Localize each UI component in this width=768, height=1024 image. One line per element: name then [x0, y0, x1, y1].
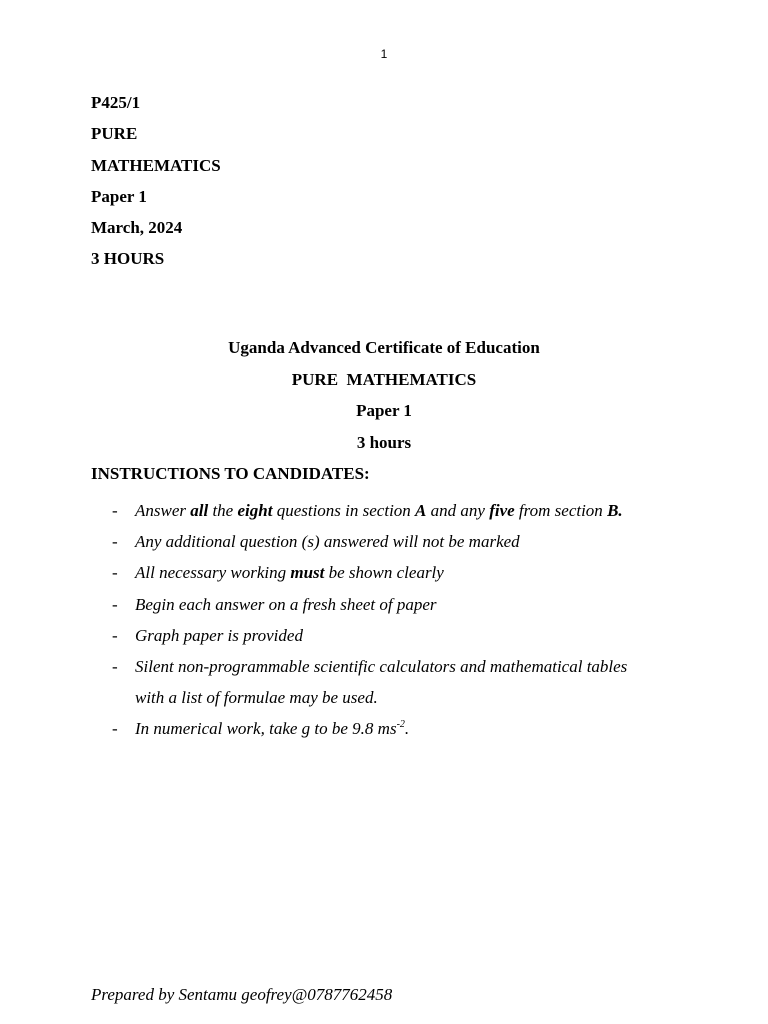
bullet-dash: - [112, 563, 118, 583]
instruction-text: from section [514, 501, 608, 520]
instruction-text: Begin each answer on a fresh sheet of paper [135, 594, 437, 614]
instructions-list [112, 500, 627, 750]
exam-paper: Paper 1 [356, 401, 412, 421]
instruction-item [112, 625, 627, 656]
instruction-item [112, 718, 627, 749]
exam-name: Uganda Advanced Certificate of Education [228, 338, 540, 357]
paper-number: Paper 1 [91, 186, 147, 206]
bullet-dash: - [112, 625, 118, 645]
bullet-dash: - [112, 719, 118, 739]
instruction-text: be shown clearly [324, 563, 444, 583]
instruction-text: . [404, 719, 410, 739]
footer-credit: Prepared by Sentamu geofrey@0787762458 [91, 985, 393, 1004]
paper-code: P425/1 [91, 93, 141, 112]
exam-duration: 3 HOURS [91, 249, 165, 269]
instruction-text: Graph paper is provided [135, 625, 303, 645]
instruction-item [112, 562, 627, 593]
instruction-text: and any [426, 501, 490, 520]
instruction-item [112, 656, 627, 687]
exam-hours: 3 hours [356, 432, 412, 452]
subject-line-2: MATHEMATICS [91, 155, 221, 175]
instruction-text: All necessary working [135, 563, 291, 583]
emphasis-text: must [290, 563, 325, 583]
bullet-dash: - [112, 656, 118, 676]
emphasis-text: B. [607, 501, 623, 520]
emphasis-text: all [190, 501, 209, 520]
exam-subject: PURE MATHEMATICS [291, 369, 477, 389]
instruction-text: Silent non-programmable scientific calculators and mathematical tables [135, 656, 628, 676]
instruction-text: questions in section [272, 501, 416, 520]
exponent: -2 [396, 719, 405, 731]
instruction-text: the [208, 501, 238, 520]
paper-header [91, 92, 221, 280]
page-number: 1 [380, 47, 388, 61]
instruction-item [112, 500, 627, 531]
bullet-dash: - [112, 594, 118, 614]
instruction-continuation [112, 687, 627, 718]
subject-line-1: PURE [91, 124, 138, 144]
instruction-text: Any additional question (s) answered will not be marked [135, 532, 520, 552]
exam-date: March, 2024 [91, 218, 183, 238]
instruction-text: Answer [135, 501, 191, 520]
instruction-text: In numerical work, take g to be 9.8 ms [135, 719, 397, 739]
instruction-item [112, 531, 627, 562]
emphasis-text: A [415, 501, 427, 520]
instruction-item [112, 594, 627, 625]
emphasis-text: eight [237, 501, 273, 520]
emphasis-text: five [489, 501, 515, 520]
bullet-dash: - [112, 532, 118, 552]
instructions-heading: INSTRUCTIONS TO CANDIDATES: [91, 464, 370, 483]
bullet-dash: - [112, 501, 118, 520]
exam-title-block [0, 337, 768, 463]
instruction-text: with a list of formulae may be used. [135, 688, 378, 708]
